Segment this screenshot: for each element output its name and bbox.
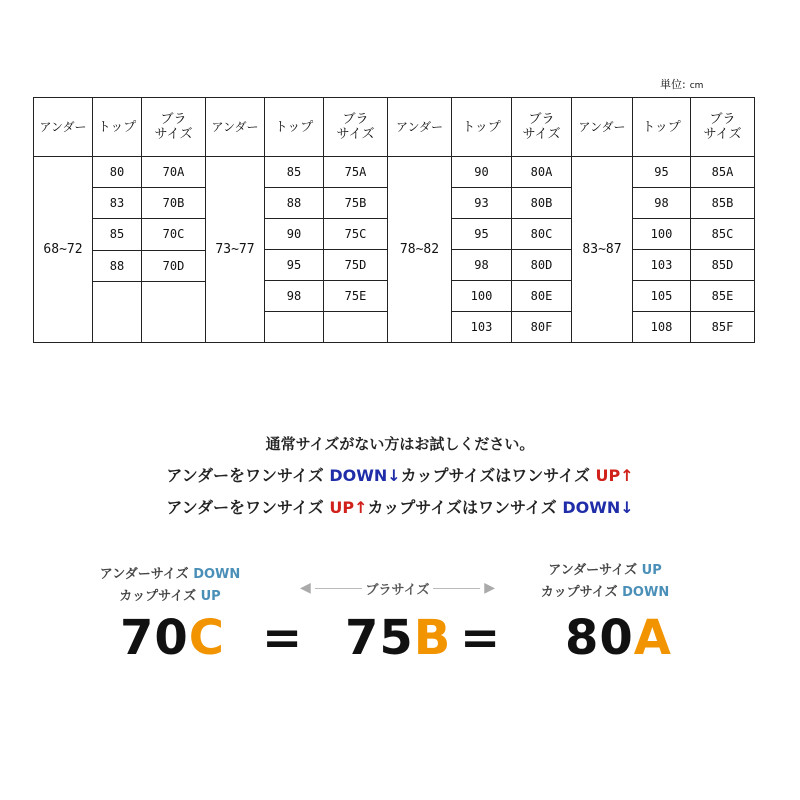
- under-range: 73~77: [206, 157, 265, 343]
- header-bra-line1: ブラ: [160, 112, 187, 127]
- arrow-right-icon: ▶: [484, 580, 495, 596]
- left-sub-1-dir: DOWN: [193, 567, 241, 582]
- top-column: [93, 157, 142, 343]
- note-3-down: DOWN↓: [562, 498, 634, 517]
- header-bra-line2: サイズ: [703, 127, 742, 142]
- bra-size-value: 85E: [691, 281, 754, 312]
- header-bra-size: [691, 98, 755, 157]
- unit-caption: 単位:: [660, 78, 686, 91]
- right-subtitle: [520, 560, 690, 604]
- top-value: 95: [633, 157, 690, 188]
- right-sub-1-dir: UP: [641, 563, 662, 578]
- note-3-c: カップサイズはワンサイズ: [367, 498, 563, 517]
- bra-size-value: 85F: [711, 320, 734, 334]
- bra-size-value: 70A: [142, 157, 205, 188]
- header-under: アンダー: [388, 98, 452, 157]
- bra-size-value: 75B: [324, 188, 387, 219]
- header-bra-size: [324, 98, 388, 157]
- note-2-up: UP↑: [595, 466, 634, 485]
- bra-size-value: 85C: [691, 219, 754, 250]
- header-bra-line2: サイズ: [336, 127, 375, 142]
- size-chart-table: [33, 97, 755, 343]
- bra-size-value: 80E: [512, 281, 571, 312]
- header-under: アンダー: [206, 98, 265, 157]
- top-value: 90: [452, 157, 511, 188]
- note-line-3: [0, 492, 800, 524]
- size-75b: [345, 608, 451, 668]
- unit-label: [660, 76, 770, 92]
- bra-size-value: [142, 282, 205, 342]
- top-value: 95: [452, 219, 511, 250]
- header-bra-size: [142, 98, 206, 157]
- size-75b-cup: B: [413, 610, 452, 666]
- left-sub-1-text: アンダーサイズ: [99, 567, 194, 582]
- arrow-line-right: [433, 588, 480, 589]
- size-70c-num: 70: [120, 610, 189, 666]
- size-75b-num: 75: [345, 610, 414, 666]
- header-bra-line1: ブラ: [342, 112, 369, 127]
- equals-sign-1: =: [262, 610, 304, 666]
- top-value: 85: [93, 219, 141, 250]
- bra-size-value: 80F: [530, 320, 553, 334]
- header-top: トップ: [633, 98, 691, 157]
- arrow-line-left: [315, 588, 362, 589]
- bra-size-value: 85B: [691, 188, 754, 219]
- top-value: 93: [452, 188, 511, 219]
- top-value: 100: [633, 219, 690, 250]
- size-80a: [565, 608, 672, 668]
- header-row: [34, 98, 755, 157]
- bra-size-value: 80B: [512, 188, 571, 219]
- bra-size-value: 75D: [324, 250, 387, 281]
- right-sub-1-text: アンダーサイズ: [548, 563, 642, 578]
- bra-size-arrow: [300, 578, 495, 598]
- right-sub-2-dir: DOWN: [622, 585, 670, 600]
- note-line-1: 通常サイズがない方はお試しください。: [265, 435, 535, 453]
- size-80a-num: 80: [565, 610, 634, 666]
- bra-size-value: 75C: [324, 219, 387, 250]
- top-value: [93, 282, 141, 342]
- note-2-c: カップサイズはワンサイズ: [400, 466, 596, 485]
- top-column: [633, 157, 691, 343]
- header-top: トップ: [265, 98, 324, 157]
- bra-size-value: 80C: [512, 219, 571, 250]
- top-value: 88: [265, 188, 323, 219]
- size-equivalence: [0, 560, 800, 680]
- under-range: 83~87: [572, 157, 633, 343]
- bra-size-label: ブラサイズ: [365, 582, 430, 598]
- header-bra-size: [512, 98, 572, 157]
- bra-size-value: 75E: [324, 281, 387, 312]
- top-value: 98: [265, 281, 323, 312]
- under-range: 68~72: [34, 157, 93, 343]
- top-value: 103: [633, 250, 690, 281]
- under-range: 78~82: [388, 157, 452, 343]
- note-line-2: [0, 460, 800, 492]
- top-value: 105: [633, 281, 690, 312]
- equals-sign-2: =: [460, 610, 502, 666]
- top-value: 80: [93, 157, 141, 188]
- header-under: アンダー: [34, 98, 93, 157]
- note-2-a: アンダーをワンサイズ: [166, 466, 330, 485]
- left-subtitle: [80, 564, 260, 608]
- bra-size-column: [691, 157, 755, 343]
- bra-size-value: 70D: [142, 251, 205, 282]
- top-value: 100: [452, 281, 511, 312]
- bra-size-value: 75A: [324, 157, 387, 188]
- top-value: 95: [265, 250, 323, 281]
- size-70c: [120, 608, 225, 668]
- bra-size-column: [324, 157, 388, 343]
- size-notes: [0, 428, 800, 524]
- top-value: 88: [93, 251, 141, 282]
- note-3-up: UP↑: [329, 498, 368, 517]
- top-column: [452, 157, 512, 343]
- header-bra-line2: サイズ: [522, 127, 561, 142]
- bra-size-value: 70B: [142, 188, 205, 219]
- top-value: 83: [93, 188, 141, 219]
- top-column: [265, 157, 324, 343]
- bra-size-value: 85A: [691, 157, 754, 188]
- bra-size-column: [512, 157, 572, 343]
- header-top: トップ: [452, 98, 512, 157]
- unit-value: cm: [689, 81, 704, 91]
- top-value: 108: [650, 320, 673, 334]
- header-bra-line1: ブラ: [709, 112, 736, 127]
- bra-size-value: 80D: [512, 250, 571, 281]
- top-value: 85: [265, 157, 323, 188]
- right-sub-2-text: カップサイズ: [540, 585, 623, 600]
- arrow-left-icon: ◀: [300, 580, 311, 596]
- body-row: [34, 157, 755, 343]
- bra-size-value: 85D: [691, 250, 754, 281]
- size-80a-cup: A: [633, 610, 672, 666]
- header-top: トップ: [93, 98, 142, 157]
- note-3-a: アンダーをワンサイズ: [166, 498, 330, 517]
- bra-size-value: 80A: [512, 157, 571, 188]
- top-value: [265, 312, 323, 342]
- top-value: 98: [452, 250, 511, 281]
- size-70c-cup: C: [188, 610, 226, 666]
- bra-size-value: [324, 312, 387, 342]
- header-bra-line2: サイズ: [154, 127, 193, 142]
- bra-size-value: 70C: [142, 219, 205, 250]
- header-under: アンダー: [572, 98, 633, 157]
- left-sub-2-dir: UP: [200, 589, 221, 604]
- bra-size-column: [142, 157, 206, 343]
- left-sub-2-text: カップサイズ: [119, 589, 201, 604]
- header-bra-line1: ブラ: [528, 112, 555, 127]
- top-value: 103: [470, 320, 493, 334]
- top-value: 90: [265, 219, 323, 250]
- top-value: 98: [633, 188, 690, 219]
- note-2-down: DOWN↓: [329, 466, 401, 485]
